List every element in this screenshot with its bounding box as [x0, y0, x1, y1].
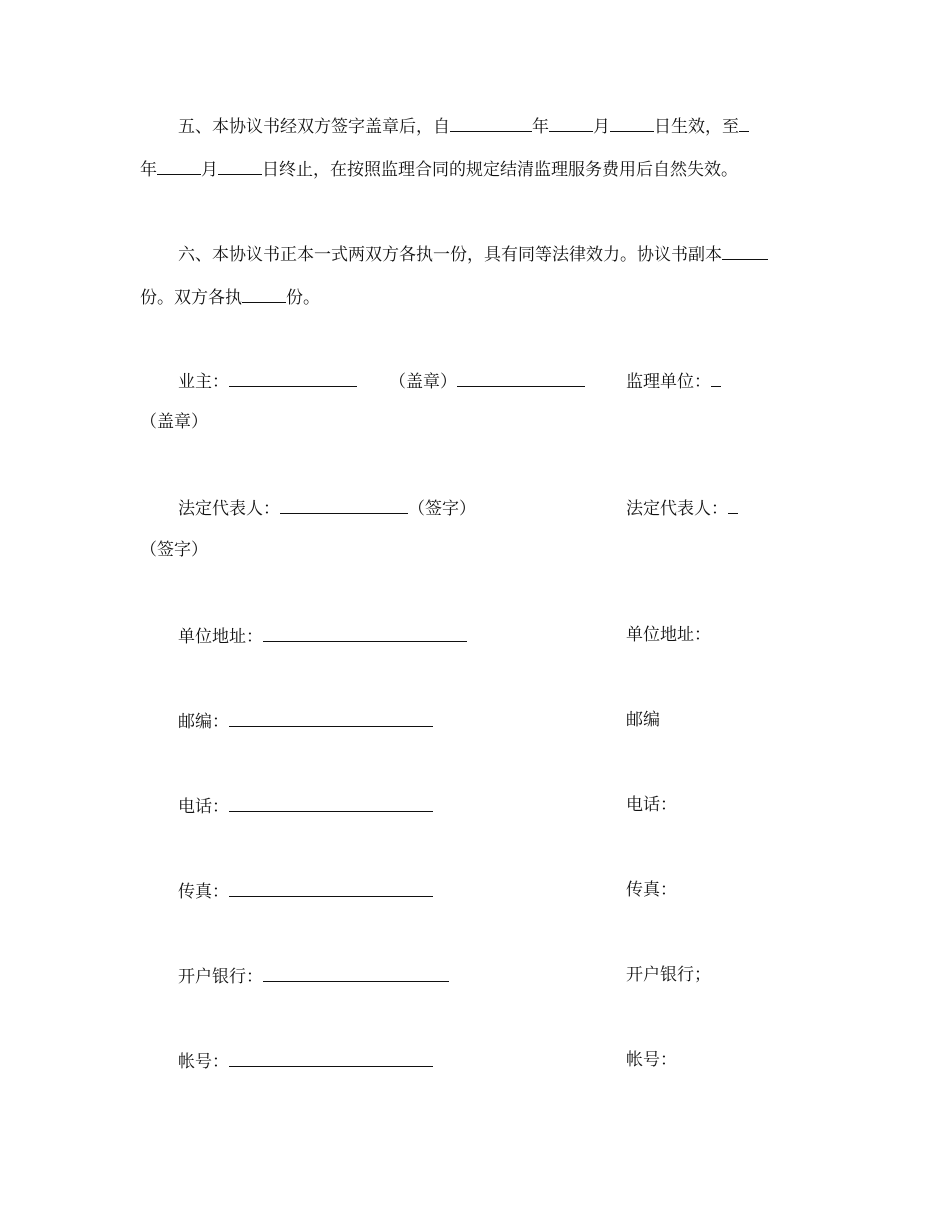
legal-rep-right-label: 法定代表人：: [626, 499, 728, 519]
owner-label: 业主：: [178, 372, 229, 392]
fax-left-label: 传真：: [178, 882, 229, 902]
clause6-line2: [140, 285, 320, 309]
phone-left-row: [178, 794, 433, 818]
month-blank[interactable]: [549, 114, 593, 132]
postcode-left-blank[interactable]: [229, 709, 433, 727]
legal-rep-right-row: [626, 496, 738, 520]
year-blank[interactable]: [450, 114, 532, 132]
address-right-label: 单位地址：: [626, 625, 711, 645]
account-left-row: [178, 1049, 433, 1073]
bank-left-label: 开户银行：: [178, 967, 263, 987]
fax-left-row: [178, 879, 433, 903]
clause5-text-effective: 日生效，至: [654, 117, 739, 137]
clause5-line1: [178, 114, 749, 138]
address-left-blank[interactable]: [263, 624, 467, 642]
clause5-text-termination: 日终止，在按照监理合同的规定结清监理服务费用后自然失效。: [262, 160, 738, 180]
supervisor-seal-label: （盖章）: [140, 412, 208, 432]
owner-blank[interactable]: [229, 369, 357, 387]
postcode-left-label: 邮编：: [178, 712, 229, 732]
phone-left-blank[interactable]: [229, 794, 433, 812]
end-day-blank[interactable]: [218, 157, 262, 175]
phone-right-label: 电话：: [626, 795, 677, 815]
supervisor-blank[interactable]: [711, 369, 721, 387]
clause5-text-a: 五、本协议书经双方签字盖章后，自: [178, 117, 450, 137]
bank-left-blank[interactable]: [263, 964, 449, 982]
supervisor-label: 监理单位：: [626, 372, 711, 392]
legal-rep-row: [178, 496, 476, 520]
legal-rep-right-blank[interactable]: [728, 496, 738, 514]
bank-left-row: [178, 964, 449, 988]
phone-left-label: 电话：: [178, 797, 229, 817]
legal-rep-blank[interactable]: [280, 496, 408, 514]
clause5-text-month2: 月: [201, 160, 218, 180]
end-year-blank[interactable]: [739, 114, 749, 132]
postcode-left-row: [178, 709, 433, 733]
account-left-blank[interactable]: [229, 1049, 433, 1067]
legal-rep-label: 法定代表人：: [178, 499, 280, 519]
copies-blank[interactable]: [722, 242, 768, 260]
owner-seal-row: [389, 369, 585, 393]
fax-right-label: 传真：: [626, 880, 677, 900]
clause5-text-year: 年: [532, 117, 549, 137]
end-month-blank[interactable]: [157, 157, 201, 175]
address-left-label: 单位地址：: [178, 627, 263, 647]
owner-seal-blank[interactable]: [457, 369, 585, 387]
clause6-line1: [178, 242, 768, 266]
postcode-right-label: 邮编: [626, 710, 660, 730]
account-left-label: 帐号：: [178, 1052, 229, 1072]
day-blank[interactable]: [610, 114, 654, 132]
clause6-text: 六、本协议书正本一式两双方各执一份，具有同等法律效力。协议书副本: [178, 245, 722, 265]
clause5-line2: [140, 157, 738, 181]
address-left-row: [178, 624, 467, 648]
clause6-text-end: 份。: [286, 288, 320, 308]
account-right-label: 帐号：: [626, 1050, 677, 1070]
owner-seal-label: （盖章）: [389, 372, 457, 392]
clause5-text-month: 月: [593, 117, 610, 137]
legal-rep-sign-label: （签字）: [408, 499, 476, 519]
clause6-text-each: 份。双方各执: [140, 288, 242, 308]
fax-left-blank[interactable]: [229, 879, 433, 897]
legal-rep-right-sign-label: （签字）: [140, 540, 208, 560]
each-copies-blank[interactable]: [242, 285, 286, 303]
clause5-text-year2: 年: [140, 160, 157, 180]
bank-right-label: 开户银行；: [626, 965, 711, 985]
supervisor-row: [626, 369, 721, 393]
owner-row: [178, 369, 357, 393]
